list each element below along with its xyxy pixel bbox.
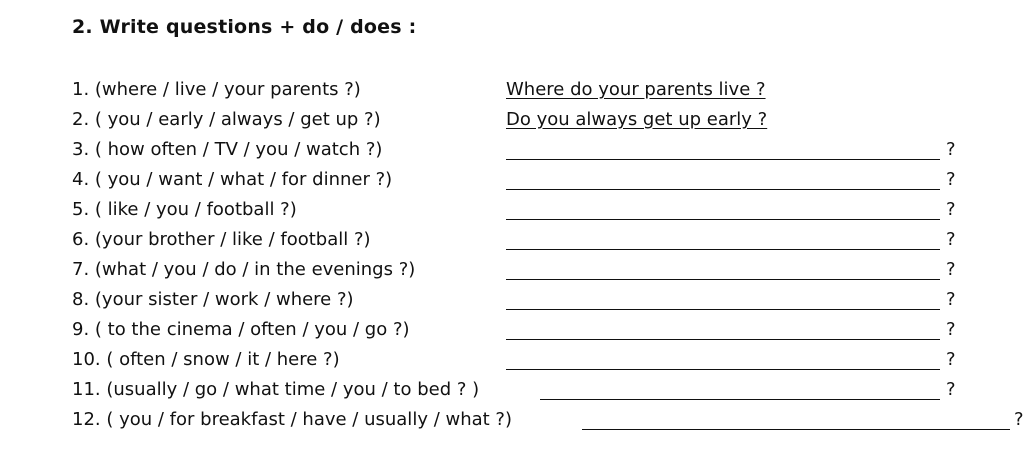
answer-blank-line[interactable] xyxy=(506,219,940,220)
answer-blank-line[interactable] xyxy=(506,279,940,280)
exercise-title: 2. Write questions + do / does : xyxy=(72,16,417,38)
question-mark: ? xyxy=(1014,409,1024,430)
item-prompt: 9. ( to the cinema / often / you / go ?) xyxy=(72,319,410,340)
item-answer: Do you always get up early ? xyxy=(506,109,768,130)
exercise-item xyxy=(72,168,1022,198)
item-prompt: 12. ( you / for breakfast / have / usually / what ?) xyxy=(72,409,512,430)
item-prompt: 6. (your brother / like / football ?) xyxy=(72,229,371,250)
answer-blank-line[interactable] xyxy=(506,339,940,340)
item-prompt: 2. ( you / early / always / get up ?) xyxy=(72,109,381,130)
question-mark: ? xyxy=(946,379,956,400)
question-mark: ? xyxy=(946,169,956,190)
item-answer: Where do your parents live ? xyxy=(506,79,766,100)
question-mark: ? xyxy=(946,229,956,250)
item-prompt: 5. ( like / you / football ?) xyxy=(72,199,297,220)
exercise-item xyxy=(72,408,1022,438)
answer-blank-line[interactable] xyxy=(506,249,940,250)
question-mark: ? xyxy=(946,289,956,310)
exercise-item xyxy=(72,228,1022,258)
exercise-item xyxy=(72,108,1022,138)
question-mark: ? xyxy=(946,349,956,370)
exercise-item xyxy=(72,318,1022,348)
exercise-item xyxy=(72,198,1022,228)
question-mark: ? xyxy=(946,139,956,160)
exercise-item xyxy=(72,78,1022,108)
answer-blank-line[interactable] xyxy=(506,159,940,160)
exercise-item xyxy=(72,138,1022,168)
item-prompt: 8. (your sister / work / where ?) xyxy=(72,289,354,310)
exercise-item xyxy=(72,258,1022,288)
question-mark: ? xyxy=(946,319,956,340)
item-prompt: 10. ( often / snow / it / here ?) xyxy=(72,349,340,370)
item-prompt: 4. ( you / want / what / for dinner ?) xyxy=(72,169,393,190)
question-mark: ? xyxy=(946,259,956,280)
answer-blank-line[interactable] xyxy=(506,309,940,310)
question-mark: ? xyxy=(946,199,956,220)
item-prompt: 7. (what / you / do / in the evenings ?) xyxy=(72,259,416,280)
answer-blank-line[interactable] xyxy=(582,429,1010,430)
exercise-item xyxy=(72,348,1022,378)
answer-blank-line[interactable] xyxy=(506,189,940,190)
answer-blank-line[interactable] xyxy=(540,399,940,400)
answer-blank-line[interactable] xyxy=(506,369,940,370)
item-prompt: 3. ( how often / TV / you / watch ?) xyxy=(72,139,383,160)
exercise-item xyxy=(72,288,1022,318)
item-prompt: 1. (where / live / your parents ?) xyxy=(72,79,361,100)
exercise-item xyxy=(72,378,1022,408)
item-prompt: 11. (usually / go / what time / you / to bed ? ) xyxy=(72,379,480,400)
